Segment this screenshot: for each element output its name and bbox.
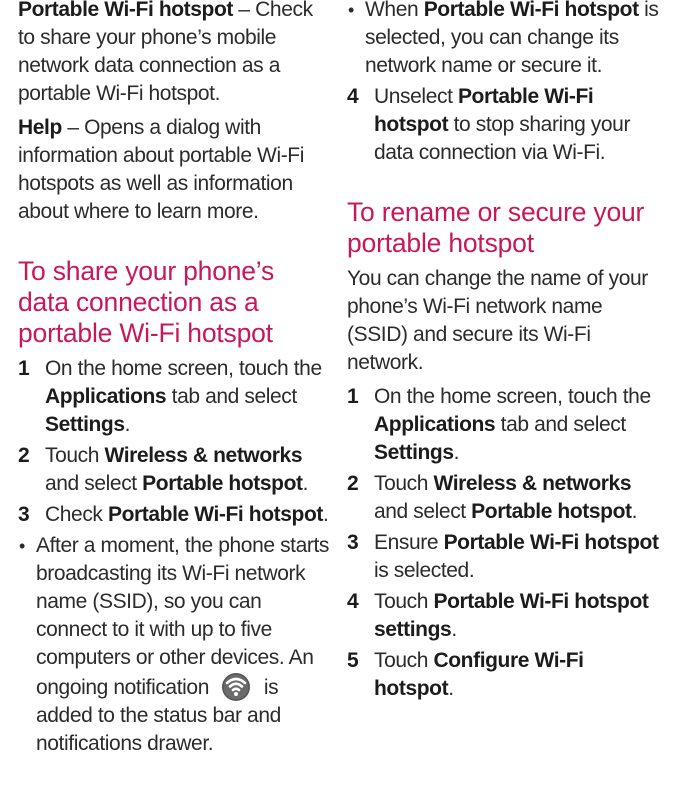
step-bold: Settings	[374, 441, 454, 464]
bullet-dot: •	[348, 0, 354, 20]
step-text: .	[302, 472, 309, 495]
hotspot-option-description	[18, 0, 330, 108]
bullet-text: is selected, you can change its network name or secure it.	[365, 0, 659, 77]
option-text: – Check to share your phone’s mobile network data connection as a portable Wi-Fi hotspot.	[18, 0, 313, 105]
step-text: On the home screen, touch the	[45, 357, 322, 380]
steps-list	[347, 383, 667, 703]
step-item	[18, 355, 330, 439]
step-item	[347, 588, 667, 644]
step-text: Touch	[374, 590, 434, 613]
step-bold: Wireless & networks	[433, 472, 632, 495]
step-number: 5	[347, 649, 359, 672]
step-number: 1	[347, 385, 359, 408]
step-bold: Portable hotspot	[142, 472, 303, 495]
step-number: 3	[347, 531, 359, 554]
left-column	[18, 0, 330, 758]
step-text: .	[453, 441, 460, 464]
step-text: Check	[45, 503, 108, 526]
step-text: and select	[374, 500, 472, 523]
option-text: – Opens a dialog with information about portable Wi-Fi hotspots as well as information about where to learn more.	[18, 116, 304, 223]
right-column	[347, 0, 667, 703]
section-heading-share: To share your phone’s data connection as a portable Wi-Fi hotspot	[18, 256, 275, 348]
help-option-description	[18, 114, 330, 226]
step-text: Unselect	[374, 85, 458, 108]
bullet-item	[347, 0, 667, 80]
step-bold: Settings	[45, 413, 125, 436]
step-number: 2	[347, 472, 359, 495]
bullet-text: After a moment, the phone starts broadcasting its Wi-Fi network name (SSID), so you can connect to it with up to five computers or other devices. An ongoing notification	[36, 534, 330, 699]
step-text: .	[631, 500, 638, 523]
bullet-text: When	[365, 0, 424, 21]
step-bold: Portable Wi-Fi hotspot	[374, 85, 594, 136]
step-text: Ensure	[374, 531, 444, 554]
option-term: Help	[18, 116, 62, 139]
rename-intro: You can change the name of your phone’s Wi-Fi network name (SSID) and secure its Wi-Fi network.	[347, 267, 648, 374]
step-number: 3	[18, 503, 30, 526]
wifi-hotspot-notification-icon	[218, 672, 254, 702]
step-bold: Applications	[45, 385, 167, 408]
step-text: and select	[45, 472, 143, 495]
step-bold: Portable Wi-Fi hotspot settings	[374, 590, 649, 641]
bullet-item	[18, 532, 330, 758]
step-bold: Portable hotspot	[471, 500, 632, 523]
bullet-bold: Portable Wi-Fi hotspot	[423, 0, 639, 21]
bullet-text: is added to the status bar and notifications drawer.	[36, 676, 281, 755]
step-item	[18, 442, 330, 498]
step-text: Touch	[374, 649, 434, 672]
step-text: .	[451, 618, 457, 641]
step-number: 4	[347, 590, 359, 613]
step-text: .	[448, 677, 454, 700]
step-text: tab and select	[166, 385, 297, 408]
step-bold: Configure Wi-Fi hotspot	[374, 649, 584, 700]
step-bold: Wireless & networks	[104, 444, 303, 467]
step-item	[347, 529, 667, 585]
step-bold: Applications	[374, 413, 496, 436]
step-item	[347, 83, 667, 167]
step-text: .	[322, 503, 329, 526]
step-number: 1	[18, 357, 30, 380]
bullet-dot: •	[19, 536, 25, 556]
option-term: Portable Wi-Fi hotspot	[18, 0, 233, 21]
step-number: 2	[18, 444, 30, 467]
step-text: Touch	[374, 472, 434, 495]
step-item	[18, 501, 330, 529]
step-text: to stop sharing your data connection via Wi-Fi.	[374, 113, 631, 164]
step-item	[347, 470, 667, 526]
step-number: 4	[347, 85, 359, 108]
step-text: is selected.	[374, 559, 475, 582]
step-text: .	[124, 413, 131, 436]
step-text: On the home screen, touch the	[374, 385, 651, 408]
step-text: tab and select	[495, 413, 626, 436]
step-item	[347, 383, 667, 467]
step-bold: Portable Wi-Fi hotspot	[443, 531, 659, 554]
step-bold: Portable Wi-Fi hotspot	[107, 503, 323, 526]
steps-list	[18, 355, 330, 758]
step-item	[347, 647, 667, 703]
step-text: Touch	[45, 444, 105, 467]
section-heading-rename: To rename or secure your portable hotspot	[347, 197, 645, 258]
